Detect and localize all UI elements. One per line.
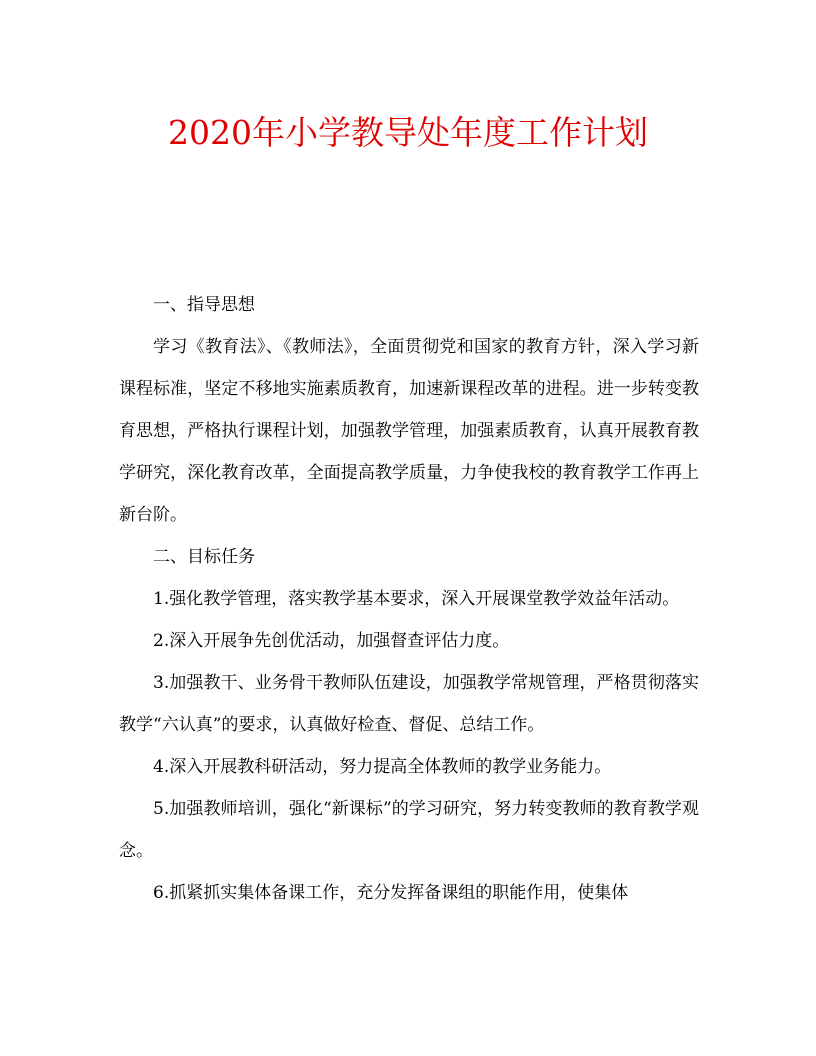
task-item-1: 1.强化教学管理，落实教学基本要求，深入开展课堂教学效益年活动。 <box>153 589 680 609</box>
section-heading-goals-tasks: 二、目标任务 <box>153 547 255 567</box>
body-paragraph-guiding-ideology: 学习《教育法》、《教师法》，全面贯彻党和国家的教育方针，深入学习新课程标准，坚定不移地实施素质教育，加速新课程改革的进程。进一步转变教育思想，严格执行课程计划，加强教学管理，加强素质教育，认真开展教育教学研究，深化教育改革，全面提高教学质量，力争使我校的教育教学工作再上新台阶。 <box>119 337 699 525</box>
document-title: 2020年小学教导处年度工作计划 <box>168 113 648 152</box>
task-item-3: 3.加强教干、业务骨干教师队伍建设，加强教学常规管理，严格贯彻落实教学“六认真”的要求，认真做好检查、督促、总结工作。 <box>119 673 699 735</box>
task-item-5: 5.加强教师培训，强化“新课标”的学习研究，努力转变教师的教育教学观念。 <box>119 799 699 861</box>
task-item-6: 6.抓紧抓实集体备课工作，充分发挥备课组的职能作用，使集体 <box>153 883 629 903</box>
task-item-4: 4.深入开展教科研活动，努力提高全体教师的教学业务能力。 <box>153 757 612 777</box>
document-body <box>119 284 699 914</box>
section-heading-guiding-ideology: 一、指导思想 <box>153 295 255 315</box>
task-item-2: 2.深入开展争先创优活动，加强督查评估力度。 <box>153 631 510 651</box>
